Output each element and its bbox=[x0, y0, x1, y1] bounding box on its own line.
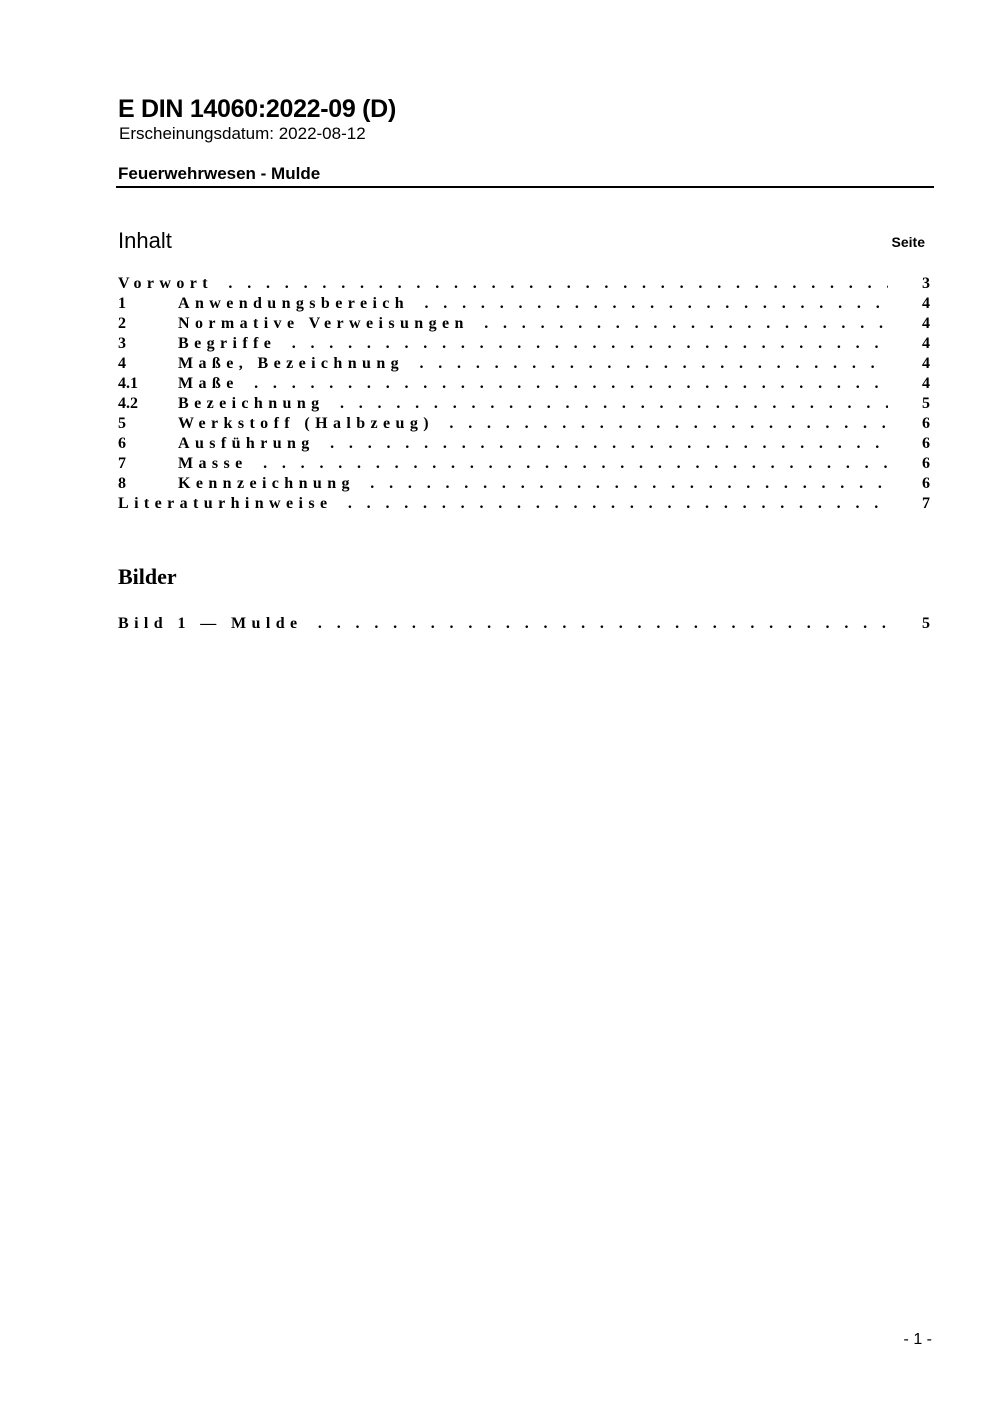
toc-entry-title: Begriffe bbox=[178, 334, 282, 354]
toc-entry-title: Kennzeichnung bbox=[178, 474, 361, 494]
figure-entry-title: Bild 1 — Mulde bbox=[118, 614, 309, 634]
dot-leader bbox=[118, 434, 888, 454]
dot-leader bbox=[118, 314, 888, 334]
dot-leader bbox=[118, 334, 888, 354]
dot-leader bbox=[118, 394, 888, 414]
toc-entry-title: Maße bbox=[178, 374, 245, 394]
dot-leader bbox=[118, 354, 888, 374]
toc-entry-number: 7 bbox=[118, 455, 126, 472]
toc-entry-page: 5 bbox=[922, 395, 930, 412]
toc-entry-title: Masse bbox=[178, 454, 254, 474]
figures-heading: Bilder bbox=[118, 564, 177, 589]
document-title: Feuerwehrwesen - Mulde bbox=[118, 164, 321, 183]
toc-entry-2[interactable] bbox=[118, 314, 930, 334]
table-of-contents bbox=[118, 274, 930, 514]
dot-leader bbox=[118, 474, 888, 494]
toc-entry-page: 4 bbox=[922, 295, 930, 312]
toc-entry-title: Normative Verweisungen bbox=[178, 314, 475, 334]
toc-entry-page: 4 bbox=[922, 335, 930, 352]
toc-entry-3[interactable] bbox=[118, 334, 930, 354]
toc-entry-page: 6 bbox=[922, 455, 930, 472]
toc-entry-number: 4 bbox=[118, 355, 126, 372]
figure-entry-page: 5 bbox=[922, 615, 930, 632]
document-id: E DIN 14060:2022-09 (D) bbox=[118, 95, 396, 123]
toc-entry-title: Werkstoff (Halbzeug) bbox=[178, 414, 440, 434]
toc-entry-4[interactable] bbox=[118, 354, 930, 374]
toc-entry-page: 7 bbox=[922, 495, 930, 512]
toc-entry-vorwort[interactable] bbox=[118, 274, 930, 294]
toc-entry-page: 6 bbox=[922, 435, 930, 452]
toc-entry-4-2[interactable] bbox=[118, 394, 930, 414]
toc-entry-title: Literaturhinweise bbox=[118, 494, 338, 514]
toc-entry-1[interactable] bbox=[118, 294, 930, 314]
toc-entry-page: 6 bbox=[922, 415, 930, 432]
toc-entry-number: 1 bbox=[118, 295, 126, 312]
toc-entry-page: 4 bbox=[922, 375, 930, 392]
dot-leader bbox=[118, 374, 888, 394]
toc-entry-page: 3 bbox=[922, 275, 930, 292]
publication-date: Erscheinungsdatum: 2022-08-12 bbox=[119, 124, 366, 143]
toc-entry-title: Anwendungsbereich bbox=[178, 294, 415, 314]
toc-entry-number: 4.1 bbox=[118, 375, 138, 392]
toc-entry-number: 4.2 bbox=[118, 395, 138, 412]
contents-heading: Inhalt bbox=[118, 228, 172, 253]
dot-leader bbox=[118, 294, 888, 314]
toc-entry-6[interactable] bbox=[118, 434, 930, 454]
dot-leader bbox=[118, 454, 888, 474]
page-number: - 1 - bbox=[903, 1331, 932, 1348]
list-of-figures bbox=[118, 614, 930, 634]
toc-entry-title: Vorwort bbox=[118, 274, 219, 294]
toc-entry-title: Bezeichnung bbox=[178, 394, 331, 414]
toc-entry-literaturhinweise[interactable] bbox=[118, 494, 930, 514]
toc-entry-page: 4 bbox=[922, 355, 930, 372]
toc-entry-7[interactable] bbox=[118, 454, 930, 474]
page-column-label: Seite bbox=[891, 234, 925, 250]
dot-leader bbox=[118, 414, 888, 434]
toc-entry-number: 8 bbox=[118, 475, 126, 492]
title-divider bbox=[116, 186, 934, 188]
toc-entry-4-1[interactable] bbox=[118, 374, 930, 394]
dot-leader bbox=[118, 494, 888, 514]
toc-entry-title: Ausführung bbox=[178, 434, 321, 454]
toc-entry-title: Maße, Bezeichnung bbox=[178, 354, 410, 374]
figure-entry-1[interactable] bbox=[118, 614, 930, 634]
toc-entry-8[interactable] bbox=[118, 474, 930, 494]
toc-entry-page: 4 bbox=[922, 315, 930, 332]
toc-entry-number: 2 bbox=[118, 315, 126, 332]
toc-entry-number: 5 bbox=[118, 415, 126, 432]
toc-entry-page: 6 bbox=[922, 475, 930, 492]
toc-entry-5[interactable] bbox=[118, 414, 930, 434]
toc-entry-number: 6 bbox=[118, 435, 126, 452]
dot-leader bbox=[118, 274, 888, 294]
dot-leader bbox=[118, 614, 888, 634]
toc-entry-number: 3 bbox=[118, 335, 126, 352]
